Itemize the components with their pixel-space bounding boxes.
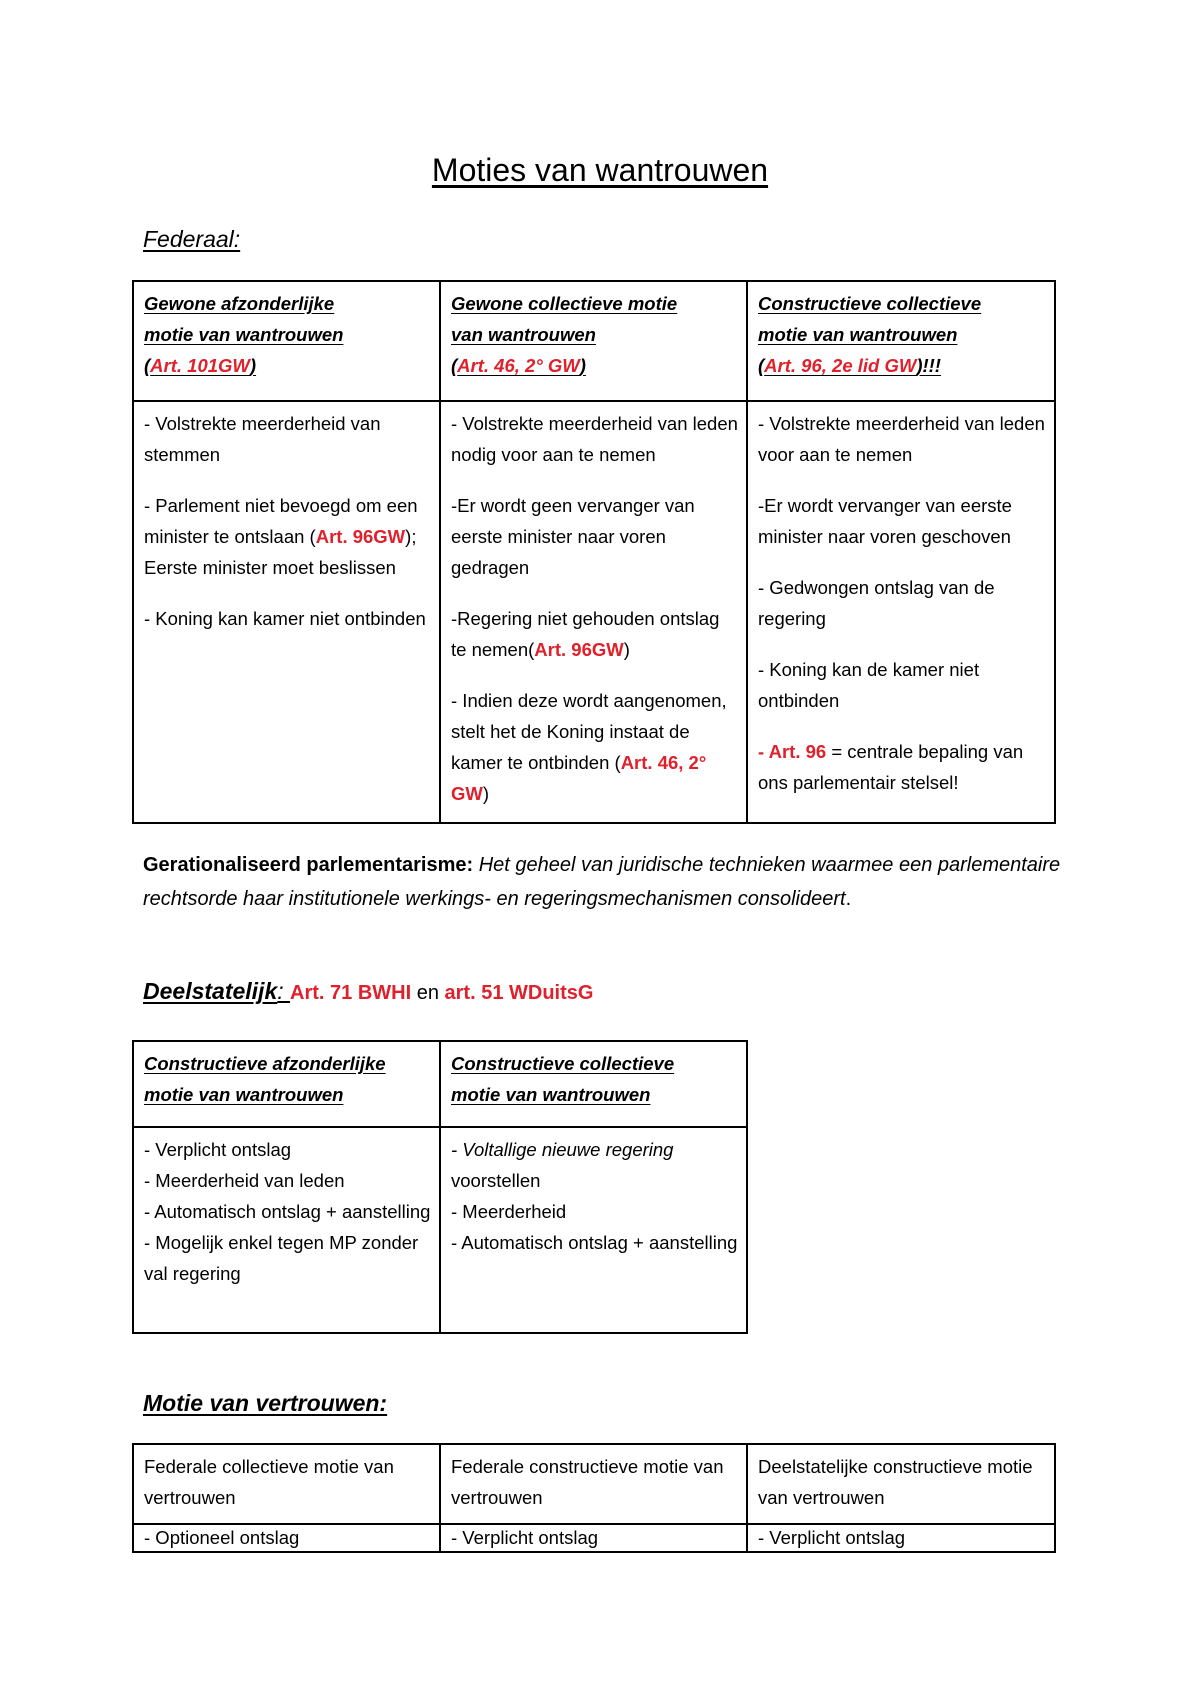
- header-cell: Federale collectieve motie van vertrouwen: [133, 1444, 440, 1524]
- list-item: - Verplicht ontslag: [144, 1139, 292, 1160]
- section-heading-vertrouwen: Motie van vertrouwen:: [143, 1390, 388, 1416]
- federaal-table: [132, 280, 1056, 824]
- list-item: -Regering niet gehouden ontslag te nemen(Art. 96GW): [451, 608, 720, 660]
- table-header-row: [133, 1444, 1055, 1524]
- list-item: - Volstrekte meerderheid van leden nodig voor aan te nemen: [451, 413, 738, 465]
- cell-gewone-afzonderlijke: [133, 401, 440, 823]
- list-item: - Meerderheid van leden: [144, 1170, 345, 1191]
- list-item: - Indien deze wordt aangenomen, stelt het de Koning instaat de kamer te ontbinden (Art. 46, 2° GW): [451, 690, 727, 804]
- table-header-row: [133, 281, 1055, 401]
- article-reference: Art. 101GW: [150, 355, 250, 376]
- header-cell: Deelstatelijke constructieve motie van vertrouwen: [747, 1444, 1055, 1524]
- page-title: Moties van wantrouwen: [431, 152, 769, 188]
- table-cell: - Optioneel ontslag: [133, 1524, 440, 1552]
- table-row: [133, 1524, 1055, 1552]
- list-item: -Er wordt vervanger van eerste minister naar voren geschoven: [758, 495, 1012, 547]
- header-cell: Gewone afzonderlijke motie van wantrouwen (Art. 101GW): [133, 281, 440, 401]
- definition-term: Gerationaliseerd parlementarisme:: [143, 854, 474, 876]
- section-heading-deelstatelijk: Deelstatelijk: Art. 71 BWHI en art. 51 WDuitsG: [143, 978, 594, 1004]
- list-item: - Koning kan kamer niet ontbinden: [144, 608, 426, 629]
- list-item: - Volstrekte meerderheid van stemmen: [144, 413, 381, 465]
- table-cell: - Verplicht ontslag: [747, 1524, 1055, 1552]
- cell-gewone-collectieve: [440, 401, 747, 823]
- cell-constructieve-collectieve: [747, 401, 1055, 823]
- vertrouwen-table: [132, 1443, 1056, 1553]
- header-cell: Constructieve collectieve motie van wantrouwen: [440, 1041, 747, 1127]
- list-item: - Meerderheid: [451, 1201, 567, 1222]
- article-reference: Art. 71 BWHI: [290, 982, 412, 1004]
- header-cell: Gewone collectieve motie van wantrouwen (Art. 46, 2° GW): [440, 281, 747, 401]
- list-item: -Er wordt geen vervanger van eerste minister naar voren gedragen: [451, 495, 695, 578]
- header-cell: Constructieve afzonderlijke motie van wantrouwen: [133, 1041, 440, 1127]
- cell-constructieve-collectieve: [440, 1127, 747, 1333]
- list-item: - Koning kan de kamer niet ontbinden: [758, 659, 980, 711]
- list-item: - Volstrekte meerderheid van leden voor aan te nemen: [758, 413, 1045, 465]
- table-cell: - Verplicht ontslag: [440, 1524, 747, 1552]
- list-item: - Gedwongen ontslag van de regering: [758, 577, 995, 629]
- header-cell: Federale constructieve motie van vertrouwen: [440, 1444, 747, 1524]
- list-item: - Automatisch ontslag + aanstelling: [144, 1201, 431, 1222]
- list-item: - Mogelijk enkel tegen MP zonder val regering: [144, 1232, 419, 1284]
- list-item: - Automatisch ontslag + aanstelling: [451, 1232, 738, 1253]
- list-item: - Voltallige nieuwe regering: [451, 1139, 674, 1160]
- table-header-row: [133, 1041, 747, 1127]
- table-row: [133, 1127, 747, 1333]
- table-row: [133, 401, 1055, 823]
- cell-constructieve-afzonderlijke: [133, 1127, 440, 1333]
- deelstatelijk-table: [132, 1040, 748, 1334]
- list-item: - Art. 96 = centrale bepaling van ons parlementair stelsel!: [758, 741, 1024, 793]
- article-reference: Art. 96, 2e lid GW: [764, 355, 917, 376]
- article-reference: art. 51 WDuitsG: [444, 982, 594, 1004]
- article-reference: Art. 46, 2° GW: [457, 355, 580, 376]
- section-heading-federaal: Federaal:: [143, 226, 241, 252]
- list-item: - Parlement niet bevoegd om een minister te ontslaan (Art. 96GW); Eerste minister moet beslissen: [144, 495, 418, 578]
- header-cell: Constructieve collectieve motie van wantrouwen (Art. 96, 2e lid GW)!!!: [747, 281, 1055, 401]
- list-item: voorstellen: [451, 1170, 541, 1191]
- definition-paragraph: Gerationaliseerd parlementarisme: Het geheel van juridische technieken waarmee een parlementaire rechtsorde haar institutionele werkings- en regeringsmechanismen consolideert.: [143, 854, 1061, 910]
- definition-text: Het geheel van juridische technieken waarmee een parlementaire rechtsorde haar institutionele werkings- en regeringsmechanismen consolideert: [143, 854, 1061, 910]
